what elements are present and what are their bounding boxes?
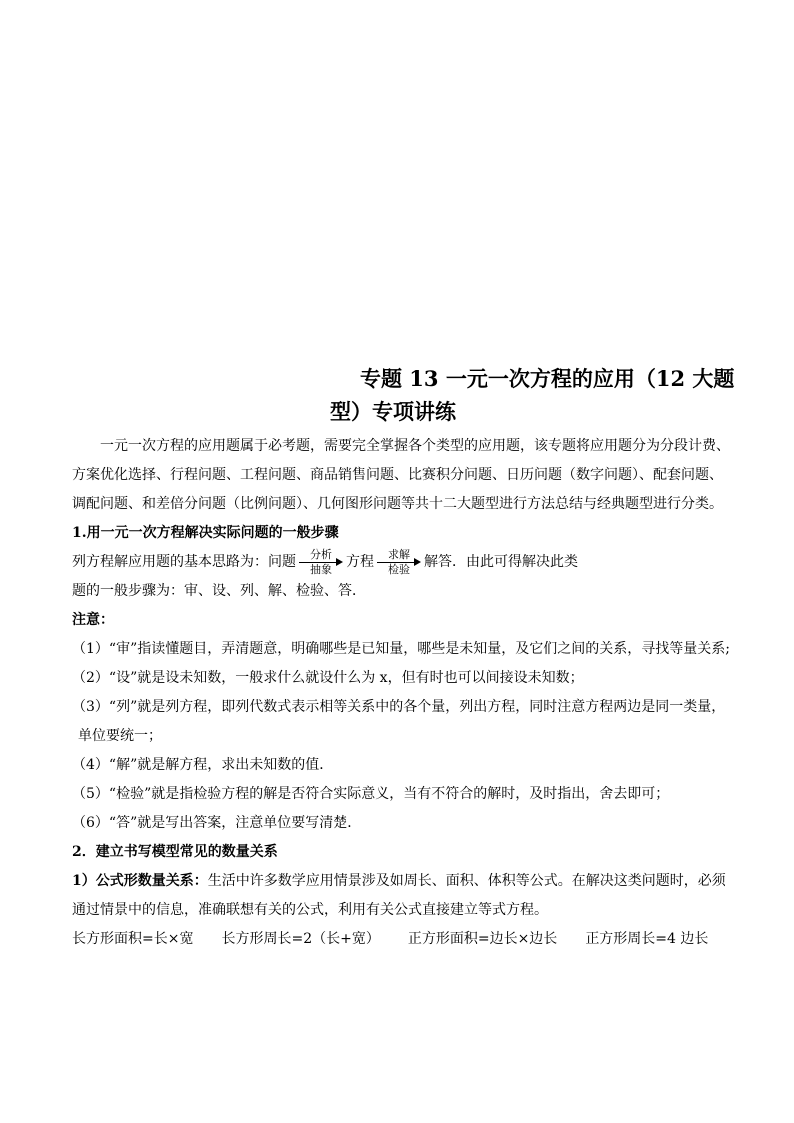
section-1-heading: 1.用一元一次方程解决实际问题的一般步骤 [72,525,339,541]
note-item-continued: 单位要统一； [78,728,162,744]
note-item: （4）“解”就是解方程，求出未知数的值． [72,757,334,773]
steps-line: 题的一般步骤为：审、设、列、解、检验、答． [72,583,366,599]
note-item: （6）“答”就是写出答案，注意单位要写清楚． [72,815,362,831]
intro-line-1: 一元一次方程的应用题属于必考题，需要完全掌握各个类型的应用题，该专题将应用题分为分段计费、 [100,438,730,454]
formula-relation-label: 1）公式形数量关系： [72,873,208,889]
basic-approach-suffix: 解答．由此可得解决此类 [424,554,578,570]
analyze-arrow [298,548,344,577]
arrow-label-top: 求解 [388,548,410,561]
title-line-2: 型）专项讲练 [330,399,456,424]
page-title [330,362,735,428]
document-body [72,432,732,954]
formula-item: 长方形周长=2（长+宽） [221,931,380,947]
arrow-label-top: 分析 [310,548,332,561]
formula-relation-line-2: 通过情景中的信息，准确联想有关的公式，利用有关公式直接建立等式方程。 [72,902,548,918]
note-item: （3）“列”就是列方程，即列代数式表示相等关系中的各个量，列出方程，同时注意方程两边是同一类量， [72,699,726,715]
title-line-1: 专题 13 一元一次方程的应用（12 大题 [360,366,735,391]
section-2-heading: 2．建立书写模型常见的数量关系 [72,844,278,860]
note-item: （2）“设”就是设未知数，一般求什么就设什么为 x，但有时也可以间接设未知数； [72,670,584,686]
note-item: （5）“检验”就是指检验方程的解是否符合实际意义，当有不符合的解时，及时指出，舍去即可； [72,786,670,802]
intro-line-2: 方案优化选择、行程问题、工程问题、商品销售问题、比赛积分问题、日历问题（数字问题）、配套问题、 [72,467,723,483]
basic-approach-prefix: 列方程解应用题的基本思路为：问题 [72,554,296,570]
formula-list [72,925,732,954]
intro-line-3: 调配问题、和差倍分问题（比例问题）、几何图形问题等共十二大题型进行方法总结与经典题型进行分类。 [72,496,723,512]
formula-relation-line [72,867,732,896]
formula-relation-text: 生活中许多数学应用情景涉及如周长、面积、体积等公式。在解决这类问题时，必须 [207,873,726,889]
formula-item: 长方形面积=长×宽 [72,931,194,947]
arrow-label-bottom: 检验 [388,563,410,576]
note-label: 注意： [72,612,114,628]
arrow-label-bottom: 抽象 [310,563,332,576]
equation-word: 方程 [346,554,374,570]
solve-arrow [376,548,422,577]
note-item: （1）“审”指读懂题目，弄清题意，明确哪些是已知量，哪些是未知量，及它们之间的关系，寻找等量关系; [72,641,730,657]
basic-approach-line [72,548,732,577]
formula-item: 正方形面积=边长×边长 [407,931,558,947]
formula-item: 正方形周长=4 边长 [585,931,709,947]
